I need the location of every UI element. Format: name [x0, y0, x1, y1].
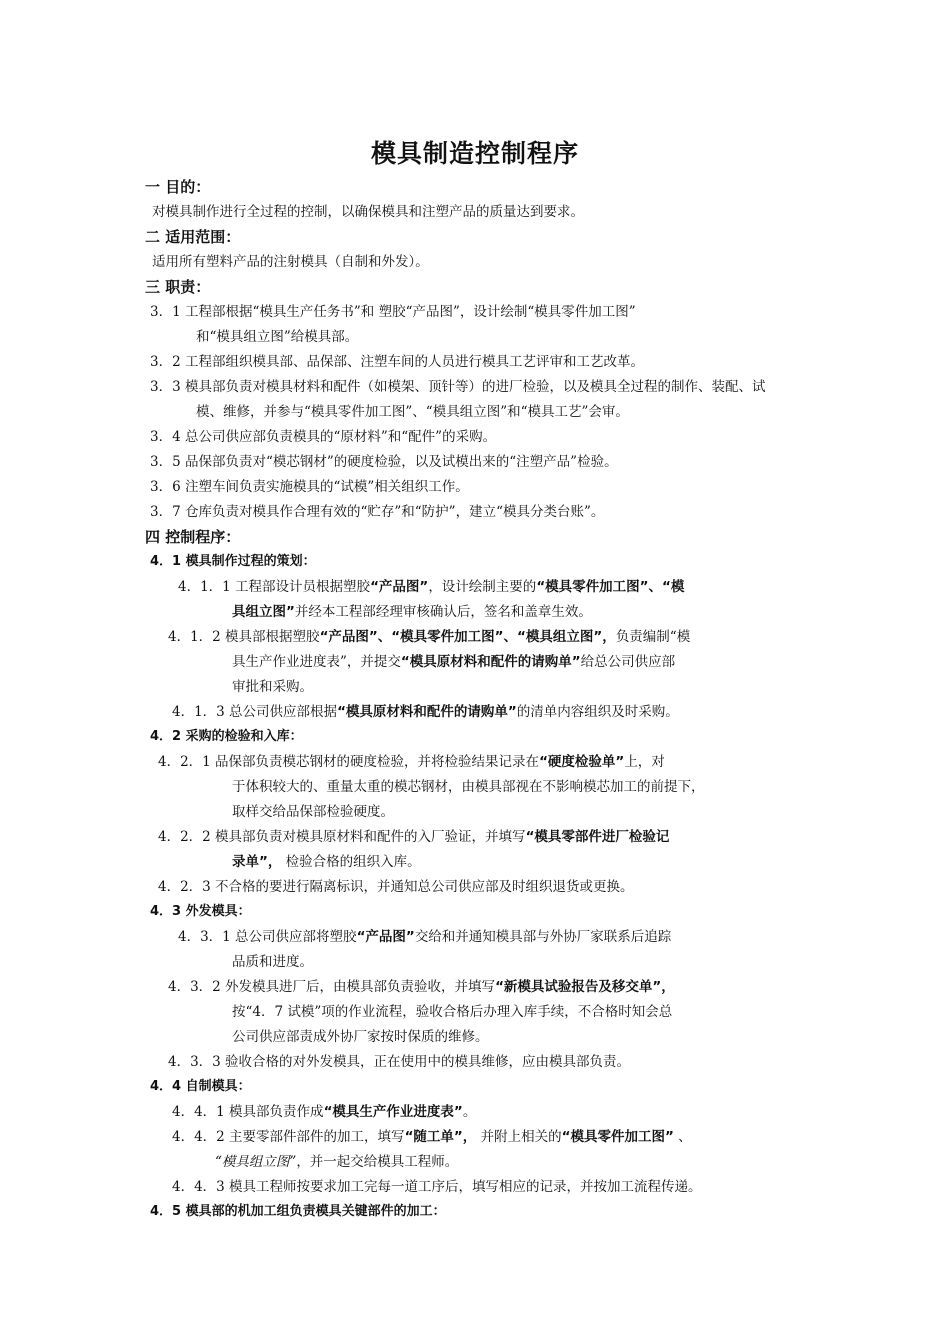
procedure-item-cont: “模具组立图”，并一起交给模具工程师。 [215, 1154, 459, 1170]
subsection-heading: 4．1 模具制作过程的策划： [150, 554, 316, 569]
responsibility-item: 3．1 工程部根据“模具生产任务书”和 塑胶“产品图”，设计绘制“模具零件加工图” [150, 304, 636, 320]
responsibility-item-cont: 和“模具组立图”给模具部。 [196, 329, 359, 345]
procedure-item: 4．4．3 模具工程师按要求加工完每一道工序后，填写相应的记录，并按加工流程传递。 [172, 1179, 702, 1195]
subsection-heading: 4．2 采购的检验和入库： [150, 729, 303, 744]
procedure-item-cont: 按“4．7 试模”项的作业流程，验收合格后办理入库手续，不合格时知会总 [232, 1004, 673, 1020]
procedure-item: 4．4．2 主要零部件部件的加工，填写“随工单”， 并附上相关的“模具零件加工图” 、 [172, 1129, 692, 1145]
responsibility-item: 3．5 品保部负责对“模芯钢材”的硬度检验，以及试模出来的“注塑产品”检验。 [150, 454, 618, 470]
responsibility-item: 3．4 总公司供应部负责模具的“原材料”和“配件”的采购。 [150, 429, 497, 445]
procedure-item: 4．1．2 模具部根据塑胶“产品图”、“模具零件加工图”、“模具组立图”，负责编制“模 [168, 629, 691, 645]
procedure-item: 4．2．3 不合格的要进行隔离标识，并通知总公司供应部及时组织退货或更换。 [158, 879, 634, 895]
responsibility-item: 3．6 注塑车间负责实施模具的“试模”相关组织工作。 [150, 479, 469, 495]
procedure-item: 4．4．1 模具部负责作成“模具生产作业进度表”。 [172, 1104, 477, 1120]
procedure-item: 4．1．1 工程部设计员根据塑胶“产品图”，设计绘制主要的“模具零件加工图”、“模 [178, 579, 685, 595]
subsection-heading: 4．5 模具部的机加工组负责模具关键部件的加工： [150, 1204, 446, 1219]
procedure-item: 4．2．1 品保部负责模芯钢材的硬度检验，并将检验结果记录在“硬度检验单”上，对 [158, 754, 665, 770]
section-heading-scope: 二 适用范围： [145, 228, 241, 246]
section-heading-responsibilities: 三 职责： [145, 278, 211, 296]
procedure-item-cont: 具生产作业进度表”，并提交“模具原材料和配件的请购单”给总公司供应部 [232, 654, 676, 670]
procedure-item-cont: 于体积较大的、重量太重的模芯钢材，由模具部视在不影响模芯加工的前提下， [232, 779, 705, 795]
section-text-scope: 适用所有塑料产品的注射模具（自制和外发）。 [152, 254, 429, 270]
procedure-item-cont: 取样交给品保部检验硬度。 [232, 804, 394, 820]
procedure-item: 4．1．3 总公司供应部根据“模具原材料和配件的请购单”的清单内容组织及时采购。 [172, 704, 679, 720]
document-title: 模具制造控制程序 [370, 139, 579, 168]
section-text-purpose: 对模具制作进行全过程的控制，以确保模具和注塑产品的质量达到要求。 [152, 204, 584, 220]
procedure-item-cont: 公司供应部责成外协厂家按时保质的维修。 [232, 1029, 489, 1045]
procedure-item: 4．3．2 外发模具进厂后，由模具部负责验收，并填写“新模具试验报告及移交单”， [168, 979, 675, 995]
procedure-item-cont: 录单”， 检验合格的组织入库。 [232, 854, 421, 870]
subsection-heading: 4．3 外发模具： [150, 904, 251, 919]
procedure-item: 4．3．1 总公司供应部将塑胶“产品图”交给和并通知模具部与外协厂家联系后追踪 [178, 929, 672, 945]
procedure-item-cont: 具组立图”并经本工程部经理审核确认后，签名和盖章生效。 [232, 604, 592, 620]
procedure-item: 4．2．2 模具部负责对模具原材料和配件的入厂验证，并填写“模具零部件进厂检验记 [158, 829, 670, 845]
responsibility-item: 3．7 仓库负责对模具作合理有效的“贮存”和“防护”，建立“模具分类台账”。 [150, 504, 605, 520]
responsibility-item: 3．2 工程部组织模具部、品保部、注塑车间的人员进行模具工艺评审和工艺改革。 [150, 354, 644, 370]
section-heading-purpose: 一 目的： [145, 178, 211, 196]
responsibility-item-cont: 模、维修，并参与“模具零件加工图”、“模具组立图”和“模具工艺”会审。 [196, 404, 629, 420]
responsibility-item: 3．3 模具部负责对模具材料和配件（如模架、顶针等）的进厂检验，以及模具全过程的制作、装配、试 [150, 379, 766, 395]
section-heading-procedure: 四 控制程序： [145, 528, 241, 546]
procedure-item-cont: 审批和采购。 [232, 679, 313, 695]
subsection-heading: 4．4 自制模具： [150, 1079, 251, 1094]
procedure-item: 4．3．3 验收合格的对外发模具，正在使用中的模具维修，应由模具部负责。 [168, 1054, 631, 1070]
procedure-item-cont: 品质和进度。 [232, 954, 313, 970]
